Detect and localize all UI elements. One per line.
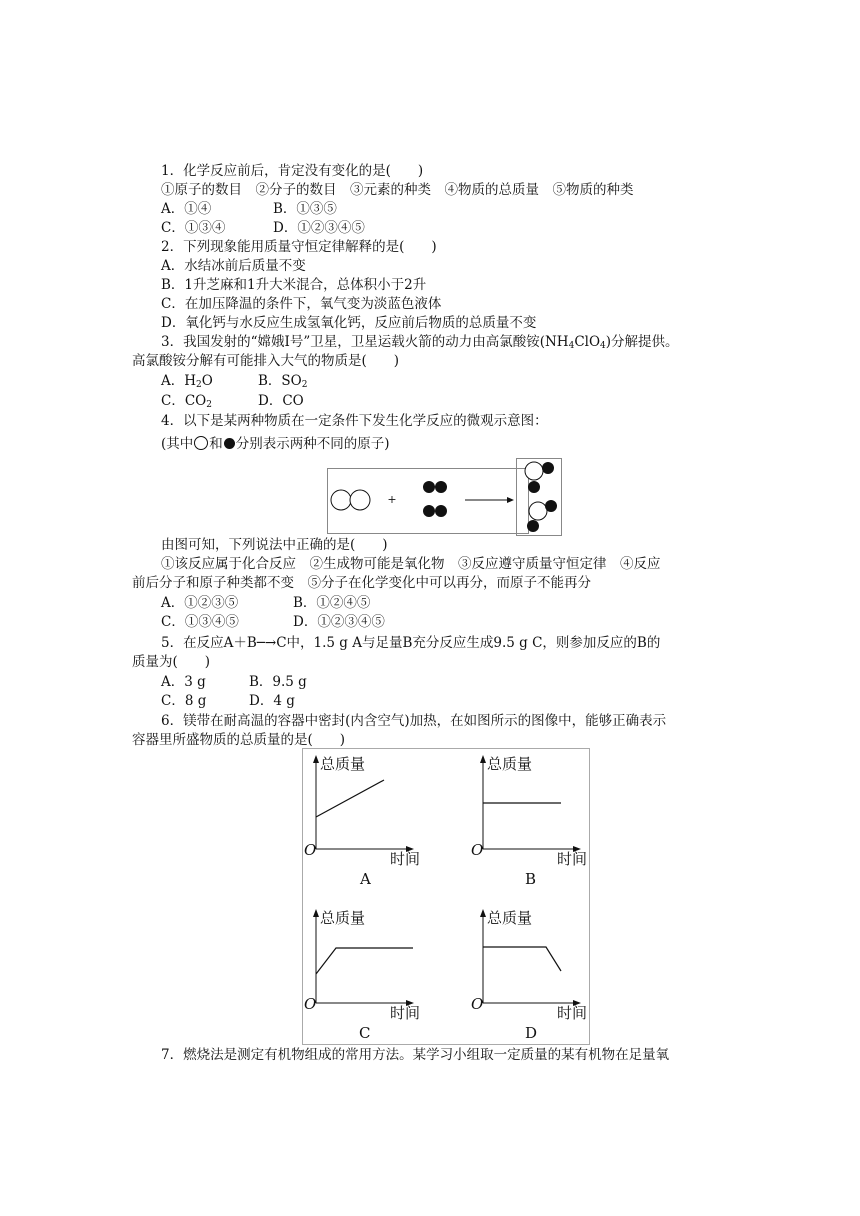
graph-a-y-label: 总质量 — [320, 755, 366, 773]
q2-option-d: D．氧化钙与水反应生成氢氧化钙，反应前后物质的总质量不变 — [161, 315, 537, 331]
q4-items-line2: 前后分子和原子种类都不变 ⑤分子在化学变化中可以再分，而原子不能再分 — [132, 575, 591, 591]
graph-a-curve — [316, 780, 384, 817]
product-2-black-atom-2 — [527, 520, 539, 532]
graph-d-curve — [483, 947, 561, 971]
q5-option-d: D．4 g — [249, 693, 295, 709]
q6-graphs-frame — [303, 749, 590, 1045]
graph-b-y-label: 总质量 — [487, 755, 533, 773]
q3-stem-sub-2: 4 — [600, 341, 606, 351]
q5-option-b: B．9.5 g — [249, 674, 307, 690]
q1-option-d: D．①②③④⑤ — [273, 220, 365, 236]
reactant-black-atom-3 — [423, 505, 435, 517]
q4-legend-and: 和 — [209, 436, 223, 452]
q4-legend-suffix: 分别表示两种不同的原子) — [235, 436, 390, 452]
graph-c-letter: C — [359, 1024, 371, 1042]
q6-graphs — [302, 748, 590, 1046]
product-1-black-atom-2 — [528, 481, 540, 493]
product-1-white-atom — [525, 462, 543, 480]
q3-option-a-tail: O — [201, 373, 213, 389]
graph-a-y-arrowhead — [313, 755, 319, 763]
graph-d-origin-label: O — [471, 995, 484, 1013]
q4-items-line1: ①该反应属于化合反应 ②生成物可能是氧化物 ③反应遵守质量守恒定律 ④反应 — [161, 556, 661, 572]
product-2-black-atom-1 — [545, 500, 557, 512]
reactant-black-atom-4 — [435, 505, 447, 517]
product-1-black-atom-1 — [542, 462, 554, 474]
graph-c-x-label: 时间 — [390, 1004, 421, 1022]
q4-option-a: A．①②③⑤ — [161, 595, 239, 611]
black-atom-icon — [224, 438, 235, 449]
graph-c-y-label: 总质量 — [320, 909, 366, 927]
q4-stem: 4．以下是某两种物质在一定条件下发生化学反应的微观示意图： — [161, 413, 548, 429]
q5-stem-line1: 5．在反应A＋B─→C中，1.5 g A与足量B充分反应生成9.5 g C，则参加反应的B的 — [161, 635, 661, 651]
q3-option-a-sub: 2 — [196, 380, 202, 390]
graph-d-letter: D — [525, 1024, 538, 1042]
graph-d-x-label: 时间 — [557, 1004, 588, 1022]
q4-legend-prefix: (其中 — [161, 436, 194, 452]
q6-stem-line2: 容器里所盛物质的总质量的是( ) — [132, 732, 346, 748]
q4-option-c: C．①③④⑤ — [161, 614, 239, 630]
q2-stem: 2．下列现象能用质量守恒定律解释的是( ) — [161, 239, 437, 255]
plus-sign: + — [387, 493, 397, 506]
product-2-white-atom — [529, 502, 547, 520]
graph-a-letter: A — [360, 870, 371, 888]
q5-option-a: A．3 g — [161, 674, 206, 690]
graph-a-x-label: 时间 — [390, 850, 421, 868]
q2-option-b: B．1升芝麻和1升大米混合，总体积小于2升 — [161, 277, 427, 293]
q3-option-d: D．CO — [258, 393, 304, 409]
q1-option-c: C．①③④ — [161, 220, 226, 236]
q4-after: 由图可知，下列说法中正确的是( ) — [161, 537, 388, 553]
q2-option-a: A．水结冰前后质量不变 — [161, 258, 306, 274]
q3-stem-sub-1: 4 — [568, 341, 575, 351]
reaction-arrowhead — [507, 497, 514, 503]
q4-option-b: B．①②④⑤ — [293, 595, 371, 611]
q4-legend — [161, 435, 390, 454]
graph-b-x-label: 时间 — [557, 850, 588, 868]
q5-option-c: C．8 g — [161, 693, 207, 709]
q3-option-b-text: B．SO — [258, 373, 302, 389]
q4-option-d: D．①②③④⑤ — [293, 614, 385, 630]
graph-a-origin-label: O — [304, 841, 317, 859]
q6-stem-line1: 6．镁带在耐高温的容器中密封(内含空气)加热，在如图所示的图像中，能够正确表示 — [161, 713, 667, 729]
q2-option-c: C．在加压降温的条件下，氧气变为淡蓝色液体 — [161, 296, 442, 312]
q3-option-b-sub: 2 — [301, 380, 308, 390]
q3-stem-part-b: ClO — [574, 334, 601, 350]
graph-b-origin-label: O — [471, 841, 484, 859]
reactant-white-atom-1 — [331, 490, 351, 510]
graph-d-y-label: 总质量 — [487, 909, 533, 927]
q1-option-b: B．①③⑤ — [273, 201, 337, 217]
reactant-white-atom-2 — [350, 490, 370, 510]
graph-c-curve — [316, 948, 413, 974]
q7-stem: 7．燃烧法是测定有机物组成的常用方法。某学习小组取一定质量的某有机物在足量氧 — [161, 1047, 670, 1063]
q1-stem: 1．化学反应前后，肯定没有变化的是( ) — [161, 163, 424, 179]
graph-c-origin-label: O — [304, 995, 317, 1013]
graph-c-y-arrowhead — [313, 909, 319, 917]
white-atom-icon — [194, 436, 208, 450]
graph-b-y-arrowhead — [480, 755, 486, 763]
q3-stem-part-c: )分解提供。 — [605, 334, 679, 350]
q5-stem-line2: 质量为( ) — [132, 654, 211, 670]
reaction-diagram — [327, 458, 563, 536]
q3-stem-part-a: 3．我国发射的“嫦娥Ⅰ号”卫星，卫星运载火箭的动力由高氯酸铵(NH — [161, 334, 569, 350]
reactant-black-atom-1 — [423, 481, 435, 493]
q1-items: ①原子的数目 ②分子的数目 ③元素的种类 ④物质的总质量 ⑤物质的种类 — [161, 182, 634, 198]
q3-option-c-sub: 2 — [206, 400, 212, 410]
graph-b-letter: B — [525, 870, 537, 888]
reactant-black-atom-2 — [435, 481, 447, 493]
q3-option-c-text: C．CO — [161, 393, 207, 409]
graph-d-y-arrowhead — [480, 909, 486, 917]
q3-option-a-text: A．H — [161, 373, 197, 389]
q1-option-a: A．①④ — [161, 201, 212, 217]
q3-stem-line2: 高氯酸铵分解有可能排入大气的物质是( ) — [132, 353, 400, 369]
